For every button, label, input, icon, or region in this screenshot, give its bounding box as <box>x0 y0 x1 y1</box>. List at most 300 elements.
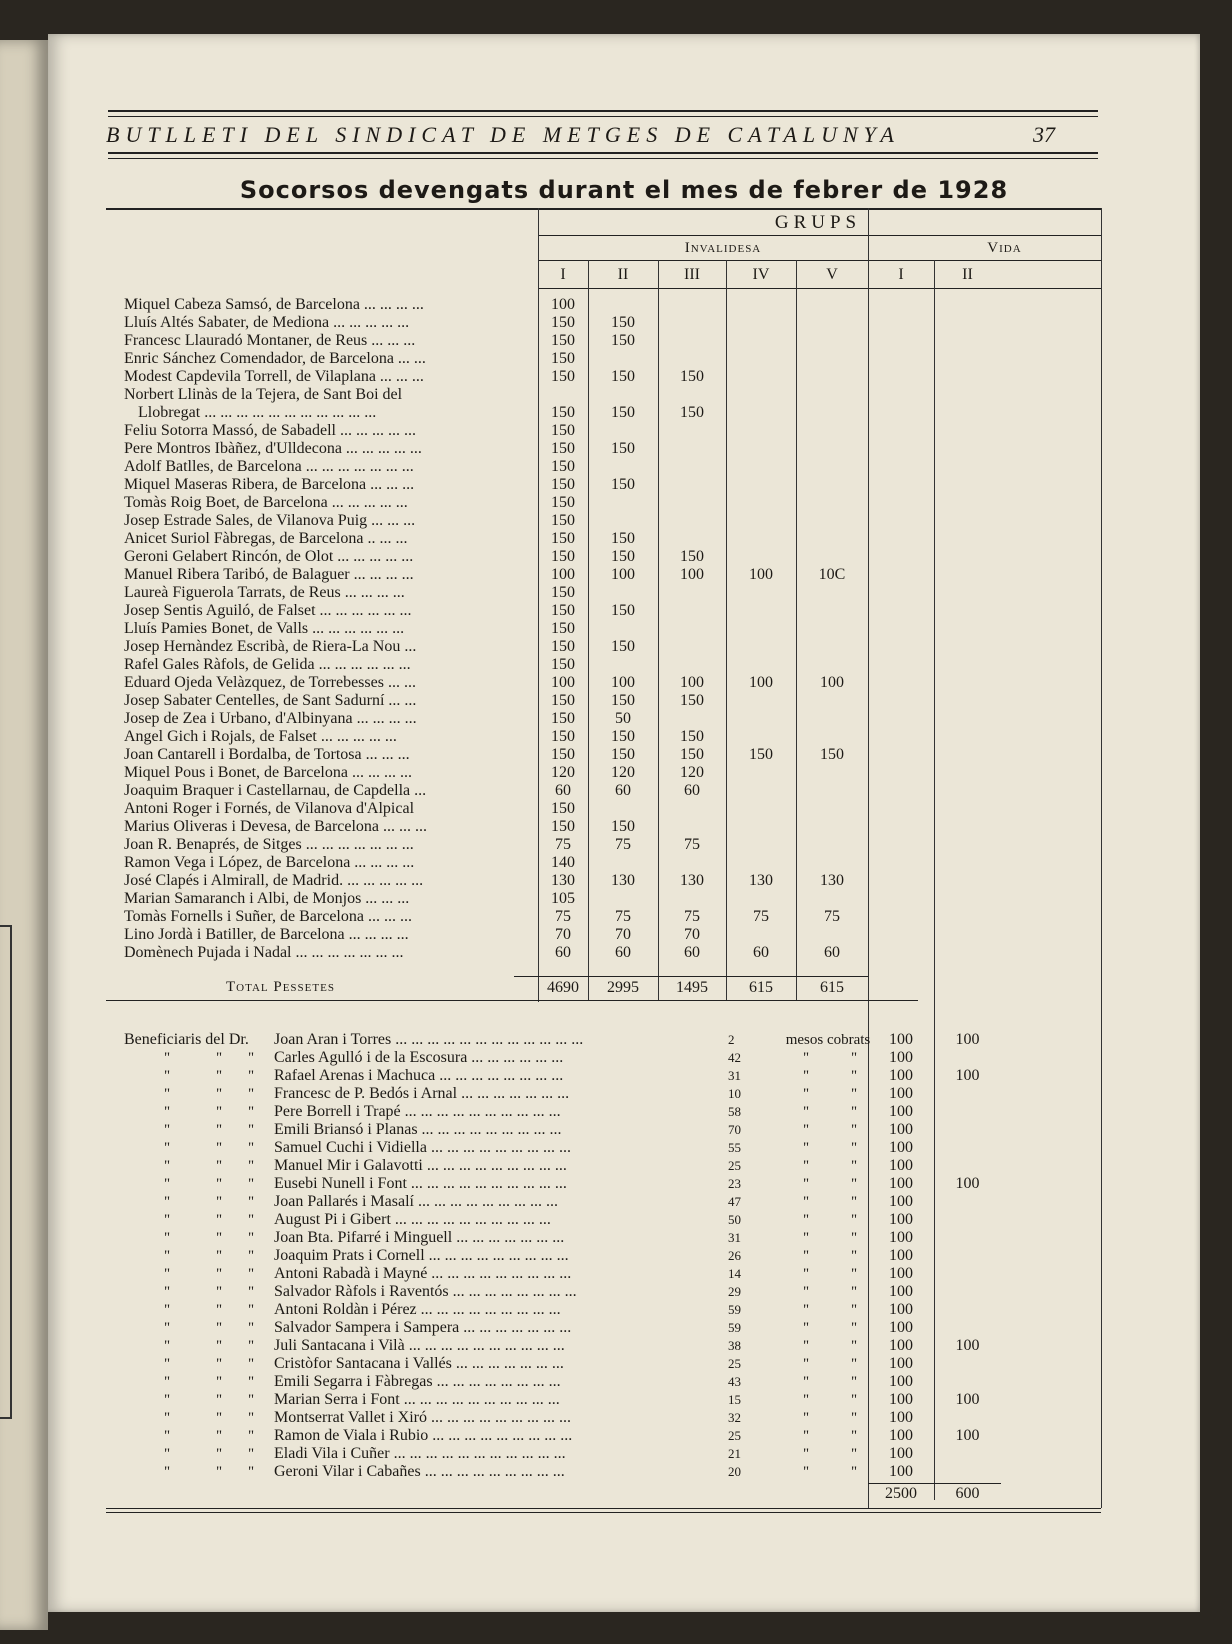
page-number: 37 <box>1033 122 1055 147</box>
cell-value: 60 <box>615 782 631 799</box>
ditto-2: " <box>216 1302 223 1318</box>
cell-value: 150 <box>680 548 704 565</box>
column-header-6: I <box>898 266 904 283</box>
ditto-3: " <box>248 1356 255 1372</box>
vida-ii-value: 100 <box>955 1427 980 1444</box>
total-value-4: 615 <box>749 979 773 996</box>
ditto-mesos-1: " <box>802 1374 810 1390</box>
cell-value: 150 <box>551 476 575 493</box>
ditto-1: " <box>164 1320 171 1336</box>
row-name: Joan Cantarell i Bordalba, de Tortosa ... ... ... <box>124 746 410 763</box>
cell-value: 130 <box>680 872 704 889</box>
months-count: 29 <box>728 1284 741 1299</box>
cell-value: 150 <box>611 602 635 619</box>
vida-i-value: 100 <box>889 1211 913 1228</box>
months-count: 26 <box>728 1248 741 1263</box>
months-count: 43 <box>728 1374 741 1389</box>
cell-value: 75 <box>555 836 571 853</box>
row-name: Lluís Altés Sabater, de Mediona ... ... ... ... ... <box>124 314 410 331</box>
beneficiary-name: Manuel Mir i Galavotti ... ... ... ... ... ... ... ... ... <box>274 1157 567 1174</box>
vida-i-value: 100 <box>889 1103 913 1120</box>
ditto-1: " <box>164 1374 171 1390</box>
ditto-1: " <box>164 1140 171 1156</box>
cell-value: 150 <box>551 656 575 673</box>
row-name: Miquel Maseras Ribera, de Barcelona ... ... ... <box>124 476 415 493</box>
column-header-5: V <box>826 266 838 283</box>
ditto-2: " <box>216 1086 223 1102</box>
ditto-2: " <box>216 1140 223 1156</box>
row-name: Enric Sánchez Comendador, de Barcelona ... ... <box>124 350 426 367</box>
ditto-mesos-2: " <box>850 1248 858 1264</box>
ditto-mesos-1: " <box>802 1284 810 1300</box>
ditto-3: " <box>248 1338 255 1354</box>
row-name: Modest Capdevila Torrell, de Vilaplana ... ... ... <box>124 368 424 385</box>
table-title: Socorsos devengats durant el mes de febrer de 1928 <box>239 176 1009 204</box>
column-header-1: I <box>560 266 566 283</box>
ditto-2: " <box>216 1194 223 1210</box>
vida-i-value: 100 <box>889 1427 913 1444</box>
ditto-1: " <box>164 1194 171 1210</box>
row-name: Norbert Llinàs de la Tejera, de Sant Boi del <box>124 386 403 403</box>
vida-i-value: 100 <box>889 1049 913 1066</box>
vida-i-value: 100 <box>889 1265 913 1282</box>
cell-value: 150 <box>551 440 575 457</box>
row-name: Miquel Cabeza Samsó, de Barcelona ... ... ... ... <box>124 296 424 313</box>
ditto-mesos-1: " <box>802 1428 810 1444</box>
vida-i-value: 100 <box>889 1373 913 1390</box>
cell-value: 150 <box>551 512 575 529</box>
ditto-3: " <box>248 1320 255 1336</box>
cell-value: 120 <box>551 764 575 781</box>
ditto-mesos-2: " <box>850 1194 858 1210</box>
ditto-2: " <box>216 1320 223 1336</box>
months-count: 20 <box>728 1464 741 1479</box>
cell-value: 130 <box>611 872 635 889</box>
cell-value: 150 <box>680 728 704 745</box>
cell-value: 100 <box>551 674 575 691</box>
column-header-3: III <box>684 266 700 283</box>
vida-i-value: 100 <box>889 1463 913 1480</box>
row-name: Rafel Gales Ràfols, de Gelida ... ... ... ... ... ... <box>124 656 411 673</box>
cell-value: 150 <box>749 746 773 763</box>
row-name: Tomàs Roig Boet, de Barcelona ... ... ... ... ... <box>124 494 408 511</box>
ditto-1: " <box>164 1446 171 1462</box>
beneficiary-name: Pere Borrell i Trapé ... ... ... ... ... ... ... ... ... ... <box>274 1103 561 1120</box>
beneficiary-name: Eladi Vila i Cuñer ... ... ... ... ... ... ... ... ... ... ... <box>274 1445 566 1462</box>
months-count: 31 <box>728 1230 741 1245</box>
row-name: Marius Oliveras i Devesa, de Barcelona ... ... ... <box>124 818 428 835</box>
vida-ii-total: 600 <box>955 1485 980 1502</box>
cell-value: 70 <box>684 926 700 943</box>
beneficiaries-prefix: Beneficiaris del Dr. <box>124 1031 249 1048</box>
months-count: 10 <box>728 1086 741 1101</box>
cell-value: 150 <box>551 494 575 511</box>
cell-value: 150 <box>611 530 635 547</box>
beneficiary-name: Joan Bta. Pifarré i Minguell ... ... ... ... ... ... ... <box>274 1229 565 1246</box>
vida-i-value: 100 <box>889 1157 913 1174</box>
ditto-2: " <box>216 1248 223 1264</box>
totals-top-rule <box>514 976 868 977</box>
row-name: Josep Hernàndez Escribà, de Riera-La Nou ... <box>124 638 417 655</box>
cell-value: 150 <box>611 314 635 331</box>
row-name: Lluís Pamies Bonet, de Valls ... ... ... ... ... ... <box>124 620 405 637</box>
row-name: Joan R. Benaprés, de Sitges ... ... ... ... ... ... ... <box>124 836 414 853</box>
beneficiary-name: Cristòfor Santacana i Vallés ... ... ... ... ... ... ... <box>274 1355 564 1372</box>
cell-value: 130 <box>820 872 844 889</box>
months-count: 59 <box>728 1320 741 1335</box>
months-count: 70 <box>728 1122 741 1137</box>
ditto-3: " <box>248 1266 255 1282</box>
cell-value: 60 <box>555 782 571 799</box>
ditto-mesos-1: " <box>802 1050 810 1066</box>
ditto-2: " <box>216 1338 223 1354</box>
invalidesa-header: Invalidesa <box>684 240 762 256</box>
cell-value: 150 <box>551 818 575 835</box>
cell-value: 150 <box>611 440 635 457</box>
beneficiary-name: Ramon de Viala i Rubio ... ... ... ... ... ... ... ... ... <box>274 1427 573 1444</box>
ditto-1: " <box>164 1158 171 1174</box>
cell-value: 150 <box>551 638 575 655</box>
ditto-mesos-2: " <box>850 1068 858 1084</box>
vida-i-value: 100 <box>889 1445 913 1462</box>
header-rule-bottom <box>108 152 1098 154</box>
cell-value: 150 <box>551 746 575 763</box>
table-top-rule <box>106 208 1101 210</box>
ditto-2: " <box>216 1266 223 1282</box>
ditto-2: " <box>216 1068 223 1084</box>
ditto-mesos-1: " <box>802 1068 810 1084</box>
ditto-mesos-2: " <box>850 1374 858 1390</box>
ditto-mesos-2: " <box>850 1266 858 1282</box>
ditto-1: " <box>164 1464 171 1480</box>
ditto-3: " <box>248 1410 255 1426</box>
running-header <box>106 122 1055 148</box>
ditto-mesos-2: " <box>850 1446 858 1462</box>
row-name: Pere Montros Ibàñez, d'Ulldecona ... ... ... ... ... <box>124 440 422 457</box>
ditto-2: " <box>216 1158 223 1174</box>
vida-i-value: 100 <box>889 1301 913 1318</box>
row-name: Anicet Suriol Fàbregas, de Barcelona .. ... ... <box>124 530 408 547</box>
grups-header: GRUPS <box>774 212 862 233</box>
ditto-1: " <box>164 1068 171 1084</box>
ditto-mesos-1: " <box>802 1194 810 1210</box>
ditto-mesos-1: " <box>802 1302 810 1318</box>
cell-value: 150 <box>551 728 575 745</box>
beneficiary-name: Geroni Vilar i Cabañes ... ... ... ... ... ... ... ... ... <box>274 1463 565 1480</box>
vida-i-value: 100 <box>889 1067 913 1084</box>
cell-value: 100 <box>680 674 704 691</box>
months-count: 47 <box>728 1194 741 1209</box>
cell-value: 75 <box>684 836 700 853</box>
cell-value: 150 <box>551 368 575 385</box>
row-name: José Clapés i Almirall, de Madrid. ... ... ... ... ... <box>124 872 424 889</box>
ditto-mesos-2: " <box>850 1212 858 1228</box>
row-name: Adolf Batlles, de Barcelona ... ... ... ... ... ... ... <box>124 458 414 475</box>
months-count: 15 <box>728 1392 741 1407</box>
cell-value: 10C <box>818 566 846 583</box>
vida-ii-value: 100 <box>955 1391 980 1408</box>
cell-value: 150 <box>820 746 844 763</box>
row-name: Angel Gich i Rojals, de Falset ... ... ... ... ... <box>124 728 397 745</box>
months-count: 14 <box>728 1266 741 1281</box>
cell-value: 75 <box>753 908 769 925</box>
row-name: Domènech Pujada i Nadal ... ... ... ... ... ... ... <box>124 944 404 961</box>
totals-bottom-rule <box>106 1000 918 1001</box>
total-value-3: 1495 <box>676 979 708 996</box>
ditto-mesos-1: " <box>802 1392 810 1408</box>
vida-ii-value: 100 <box>955 1337 980 1354</box>
ditto-1: " <box>164 1428 171 1444</box>
grid-line-6 <box>934 260 935 1500</box>
ditto-mesos-2: " <box>850 1050 858 1066</box>
ditto-mesos-1: " <box>802 1230 810 1246</box>
ditto-1: " <box>164 1248 171 1264</box>
total-value-1: 4690 <box>547 979 579 996</box>
ditto-mesos-1: " <box>802 1140 810 1156</box>
cell-value: 150 <box>551 800 575 817</box>
ditto-mesos-1: " <box>802 1320 810 1336</box>
vida-ii-value: 100 <box>955 1175 980 1192</box>
ditto-1: " <box>164 1392 171 1408</box>
ditto-mesos-2: " <box>850 1284 858 1300</box>
months-count: 31 <box>728 1068 741 1083</box>
ditto-mesos-1: " <box>802 1248 810 1264</box>
cell-value: 150 <box>611 404 635 421</box>
cell-value: 75 <box>824 908 840 925</box>
row-name: Ramon Vega i López, de Barcelona ... ... ... ... <box>124 854 415 871</box>
ditto-1: " <box>164 1410 171 1426</box>
cell-value: 100 <box>551 296 575 313</box>
ditto-mesos-2: " <box>850 1410 858 1426</box>
colhead-rule <box>538 288 1101 289</box>
ditto-mesos-2: " <box>850 1338 858 1354</box>
header-rule-bottom-2 <box>108 158 1098 159</box>
cell-value: 150 <box>611 638 635 655</box>
ditto-3: " <box>248 1140 255 1156</box>
cell-value: 150 <box>551 350 575 367</box>
ditto-3: " <box>248 1374 255 1390</box>
running-title: BUTLLETI DEL SINDICAT DE METGES DE CATALUNYA <box>106 122 900 147</box>
months-count: 55 <box>728 1140 741 1155</box>
cell-value: 150 <box>611 476 635 493</box>
cell-value: 130 <box>749 872 773 889</box>
months-count: 25 <box>728 1428 741 1443</box>
row-name: Manuel Ribera Taribó, de Balaguer ... ... ... ... <box>124 566 414 583</box>
cell-value: 100 <box>749 674 773 691</box>
cell-value: 60 <box>615 944 631 961</box>
ditto-mesos-1: " <box>802 1158 810 1174</box>
ditto-3: " <box>248 1158 255 1174</box>
ditto-2: " <box>216 1104 223 1120</box>
ditto-2: " <box>216 1464 223 1480</box>
row-name: Josep de Zea i Urbano, d'Albinyana ... ... ... ... <box>124 710 417 727</box>
ditto-mesos-1: " <box>802 1212 810 1228</box>
cell-value: 150 <box>551 404 575 421</box>
cell-value: 100 <box>820 674 844 691</box>
cell-value: 60 <box>824 944 840 961</box>
ditto-mesos-2: " <box>850 1428 858 1444</box>
row-name: Eduard Ojeda Velàzquez, de Torrebesses ... ... <box>124 674 416 691</box>
bracket-mark <box>0 925 12 1419</box>
months-count: 25 <box>728 1356 741 1371</box>
header-rule-top-2 <box>108 116 1098 117</box>
vida-i-value: 100 <box>889 1337 913 1354</box>
grups-rule <box>538 235 1101 236</box>
beneficiary-name: Emili Segarra i Fàbregas ... ... ... ... ... ... ... ... <box>274 1373 561 1390</box>
row-name: Llobregat ... ... ... ... ... ... ... ... ... ... ... <box>138 404 377 421</box>
ditto-mesos-1: " <box>802 1338 810 1354</box>
cell-value: 150 <box>611 368 635 385</box>
ditto-2: " <box>216 1356 223 1372</box>
beneficiary-name: Marian Serra i Font ... ... ... ... ... ... ... ... ... ... <box>274 1391 560 1408</box>
ditto-3: " <box>248 1284 255 1300</box>
vida-i-value: 100 <box>889 1121 913 1138</box>
previous-page-edge <box>0 40 48 1630</box>
ditto-3: " <box>248 1122 255 1138</box>
ditto-2: " <box>216 1392 223 1408</box>
ditto-3: " <box>248 1248 255 1264</box>
row-name: Francesc Llauradó Montaner, de Reus ... ... ... <box>124 332 416 349</box>
total-label: Total Pessetes <box>226 979 335 995</box>
vida-ii-value: 100 <box>955 1067 980 1084</box>
months-count: 50 <box>728 1212 741 1227</box>
grid-line-7 <box>1101 208 1102 1508</box>
column-header-2: II <box>617 266 629 283</box>
cell-value: 150 <box>551 584 575 601</box>
vida-i-value: 100 <box>889 1229 913 1246</box>
vida-i-value: 100 <box>889 1391 913 1408</box>
vida-i-value: 100 <box>889 1319 913 1336</box>
beneficiary-name: Joan Aran i Torres ... ... ... ... ... ... ... ... ... ... ... ... <box>274 1031 584 1048</box>
beneficiary-name: Carles Agulló i de la Escosura ... ... ... ... ... ... <box>274 1049 564 1066</box>
cell-value: 150 <box>551 422 575 439</box>
row-name: Joaquim Braquer i Castellarnau, de Capdella ... <box>124 782 427 799</box>
cell-value: 75 <box>615 908 631 925</box>
ditto-mesos-2: " <box>850 1356 858 1372</box>
cell-value: 70 <box>615 926 631 943</box>
cell-value: 150 <box>611 818 635 835</box>
ditto-2: " <box>216 1446 223 1462</box>
ditto-mesos-2: " <box>850 1086 858 1102</box>
cell-value: 60 <box>555 944 571 961</box>
vida-i-value: 100 <box>889 1031 913 1048</box>
beneficiary-name: Salvador Ràfols i Raventós ... ... ... ... ... ... ... ... <box>274 1283 577 1300</box>
ditto-1: " <box>164 1338 171 1354</box>
cell-value: 100 <box>551 566 575 583</box>
document-page <box>48 34 1200 1612</box>
cell-value: 150 <box>611 692 635 709</box>
cell-value: 75 <box>684 908 700 925</box>
ditto-1: " <box>164 1104 171 1120</box>
ditto-1: " <box>164 1086 171 1102</box>
ditto-3: " <box>248 1104 255 1120</box>
vida-i-value: 100 <box>889 1193 913 1210</box>
beneficiary-name: Juli Santacana i Vilà ... ... ... ... ... ... ... ... ... ... <box>274 1337 565 1354</box>
beneficiary-name: Joan Pallarés i Masalí ... ... ... ... ... ... ... ... ... <box>274 1193 558 1210</box>
cell-value: 100 <box>611 566 635 583</box>
ditto-mesos-2: " <box>850 1176 858 1192</box>
ditto-1: " <box>164 1356 171 1372</box>
cell-value: 120 <box>611 764 635 781</box>
ditto-1: " <box>164 1050 171 1066</box>
beneficiary-name: Antoni Roldàn i Pérez ... ... ... ... ... ... ... ... ... <box>274 1301 561 1318</box>
months-count: 38 <box>728 1338 741 1353</box>
cell-value: 150 <box>551 602 575 619</box>
cell-value: 75 <box>615 836 631 853</box>
ditto-mesos-1: " <box>802 1104 810 1120</box>
ditto-2: " <box>216 1176 223 1192</box>
subgroup-rule <box>538 260 1101 261</box>
ditto-mesos-2: " <box>850 1104 858 1120</box>
ditto-2: " <box>216 1050 223 1066</box>
cell-value: 100 <box>680 566 704 583</box>
ditto-1: " <box>164 1212 171 1228</box>
months-count: 25 <box>728 1158 741 1173</box>
vida-i-value: 100 <box>889 1247 913 1264</box>
cell-value: 140 <box>551 854 575 871</box>
ditto-2: " <box>216 1212 223 1228</box>
ditto-3: " <box>248 1392 255 1408</box>
ditto-mesos-1: " <box>802 1176 810 1192</box>
months-label: mesos cobrats <box>785 1032 871 1048</box>
ditto-mesos-2: " <box>850 1140 858 1156</box>
ditto-mesos-2: " <box>850 1464 858 1480</box>
cell-value: 150 <box>611 746 635 763</box>
cell-value: 150 <box>551 530 575 547</box>
total-value-5: 615 <box>820 979 844 996</box>
ditto-2: " <box>216 1284 223 1300</box>
vida-total-rule <box>868 1483 1001 1484</box>
cell-value: 150 <box>551 710 575 727</box>
beneficiary-name: Montserrat Vallet i Xiró ... ... ... ... ... ... ... ... ... <box>274 1409 572 1426</box>
vida-ii-value: 100 <box>955 1031 980 1048</box>
months-count: 42 <box>728 1050 741 1065</box>
ditto-3: " <box>248 1230 255 1246</box>
cell-value: 105 <box>551 890 575 907</box>
vida-i-total: 2500 <box>885 1485 917 1502</box>
row-name: Feliu Sotorra Massó, de Sabadell ... ... ... ... ... <box>124 422 416 439</box>
cell-value: 150 <box>680 692 704 709</box>
ditto-1: " <box>164 1122 171 1138</box>
ditto-1: " <box>164 1266 171 1282</box>
beneficiary-name: Francesc de P. Bedós i Arnal ... ... ... ... ... ... ... <box>274 1085 570 1102</box>
months-count: 2 <box>728 1032 735 1047</box>
ditto-1: " <box>164 1176 171 1192</box>
cell-value: 150 <box>551 332 575 349</box>
row-name: Josep Sabater Centelles, de Sant Sadurní ... ... <box>124 692 417 709</box>
table-bottom-rule <box>106 1508 1101 1509</box>
cell-value: 50 <box>615 710 631 727</box>
ditto-3: " <box>248 1446 255 1462</box>
row-name: Laureà Figuerola Tarrats, de Reus ... ... ... ... <box>124 584 405 601</box>
row-name: Geroni Gelabert Rincón, de Olot ... ... ... ... ... <box>124 548 414 565</box>
cell-value: 60 <box>684 944 700 961</box>
row-name: Marian Samaranch i Albi, de Monjos ... ... ... <box>124 890 410 907</box>
cell-value: 150 <box>680 368 704 385</box>
beneficiary-name: Antoni Rabadà i Mayné ... ... ... ... ... ... ... ... ... <box>274 1265 572 1282</box>
ditto-2: " <box>216 1410 223 1426</box>
ditto-3: " <box>248 1464 255 1480</box>
cell-value: 150 <box>680 404 704 421</box>
ditto-3: " <box>248 1302 255 1318</box>
vida-i-value: 100 <box>889 1085 913 1102</box>
cell-value: 150 <box>611 548 635 565</box>
ditto-3: " <box>248 1050 255 1066</box>
column-header-4: IV <box>752 266 770 283</box>
total-value-2: 2995 <box>607 979 639 996</box>
ditto-mesos-1: " <box>802 1086 810 1102</box>
cell-value: 150 <box>551 692 575 709</box>
